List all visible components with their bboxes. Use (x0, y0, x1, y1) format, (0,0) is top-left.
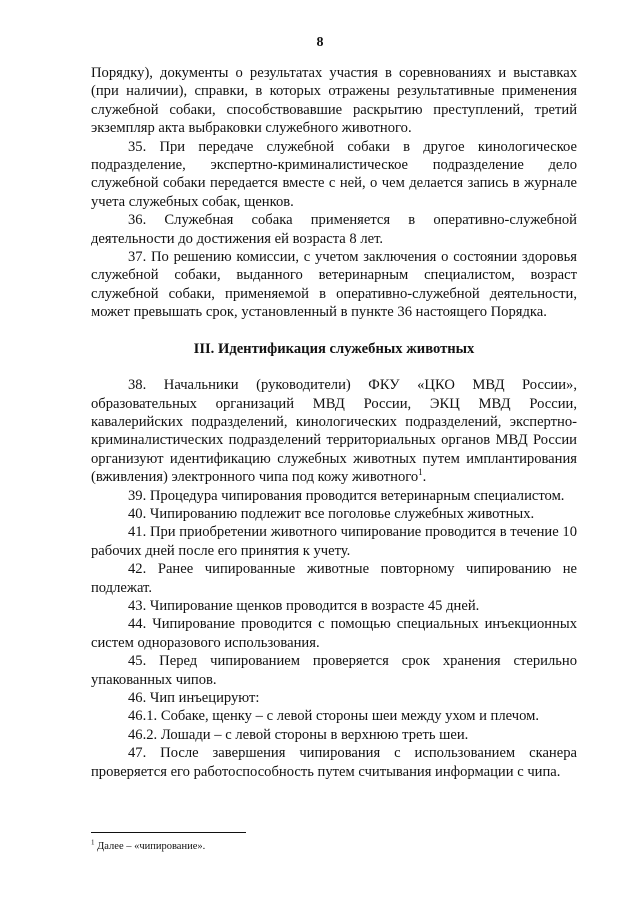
paragraph-43: 43. Чипирование щенков проводится в возрасте 45 дней. (128, 597, 480, 614)
footnote-reference[interactable]: 1 (418, 467, 423, 478)
paragraph-41: 41. При приобретении животного чипирование проводится в течение 10 рабочих дней после его принятия к учету. (91, 524, 577, 559)
paragraph-47: 47. После завершения чипирования с использованием сканера проверяется его работоспособность путем считывания информации с чипа. (91, 745, 577, 780)
paragraph-38 (91, 376, 577, 486)
paragraph-42: 42. Ранее чипированные животные повторному чипированию не подлежат. (91, 561, 577, 596)
paragraph-38-text: 38. Начальники (руководители) ФКУ «ЦКО МВД России», образовательных организаций МВД России, ЭКЦ МВД России, кавалерийских подразделений, кинологических подразделений, экспертно-криминалистических подразделений территориальных органов МВД России организуют идентификацию служебных животных путем имплантирования (вживления) электронного чипа под кожу животного (91, 377, 577, 486)
paragraph-continuation: Порядку), документы о результатах участия в соревнованиях и выставках (при наличии), справки, в которых отражены результативные применения служебной собаки, способствовавшие раскрытию преступлений, третий экземпляр акта выбраковки служебного животного. (91, 65, 577, 137)
section-heading: III. Идентификация служебных животных (193, 340, 475, 357)
paragraph-37: 37. По решению комиссии, с учетом заключения о состоянии здоровья служебной собаки, выданного ветеринарным специалистом, возраст служебной собаки, применяемой в оперативно-служебной деятельности, может превышать срок, установленный в пункте 36 настоящего Порядка. (91, 249, 577, 321)
footnote-text: Далее – «чипирование». (94, 841, 206, 852)
footnote-marker: 1 (91, 838, 95, 847)
paragraph-46-1: 46.1. Собаке, щенку – с левой стороны шеи между ухом и плечом. (128, 708, 540, 725)
paragraph-46-2: 46.2. Лошади – с левой стороны в верхнюю треть шеи. (128, 726, 469, 743)
footnote-divider (91, 832, 246, 833)
paragraph-40: 40. Чипированию подлежит все поголовье служебных животных. (128, 505, 535, 522)
paragraph-39: 39. Процедура чипирования проводится ветеринарным специалистом. (128, 487, 565, 504)
paragraph-35: 35. При передаче служебной собаки в другое кинологическое подразделение, экспертно-криминалистическое подразделение дело служебной собаки передается вместе с ней, о чем делается запись в журнале учета служебных собак, щенков. (91, 138, 577, 210)
paragraph-36: 36. Служебная собака применяется в оперативно-служебной деятельности до достижения ей возраста 8 лет. (91, 212, 577, 247)
document-body (91, 64, 577, 781)
page-number: 8 (316, 35, 324, 50)
paragraph-44: 44. Чипирование проводится с помощью специальных инъекционных систем одноразового использования. (91, 616, 577, 651)
paragraph-38-end: . (422, 469, 427, 486)
paragraph-46: 46. Чип инъецируют: (128, 690, 260, 706)
paragraph-45: 45. Перед чипированием проверяется срок хранения стерильно упакованных чипов. (91, 653, 577, 688)
footnote (91, 840, 577, 853)
